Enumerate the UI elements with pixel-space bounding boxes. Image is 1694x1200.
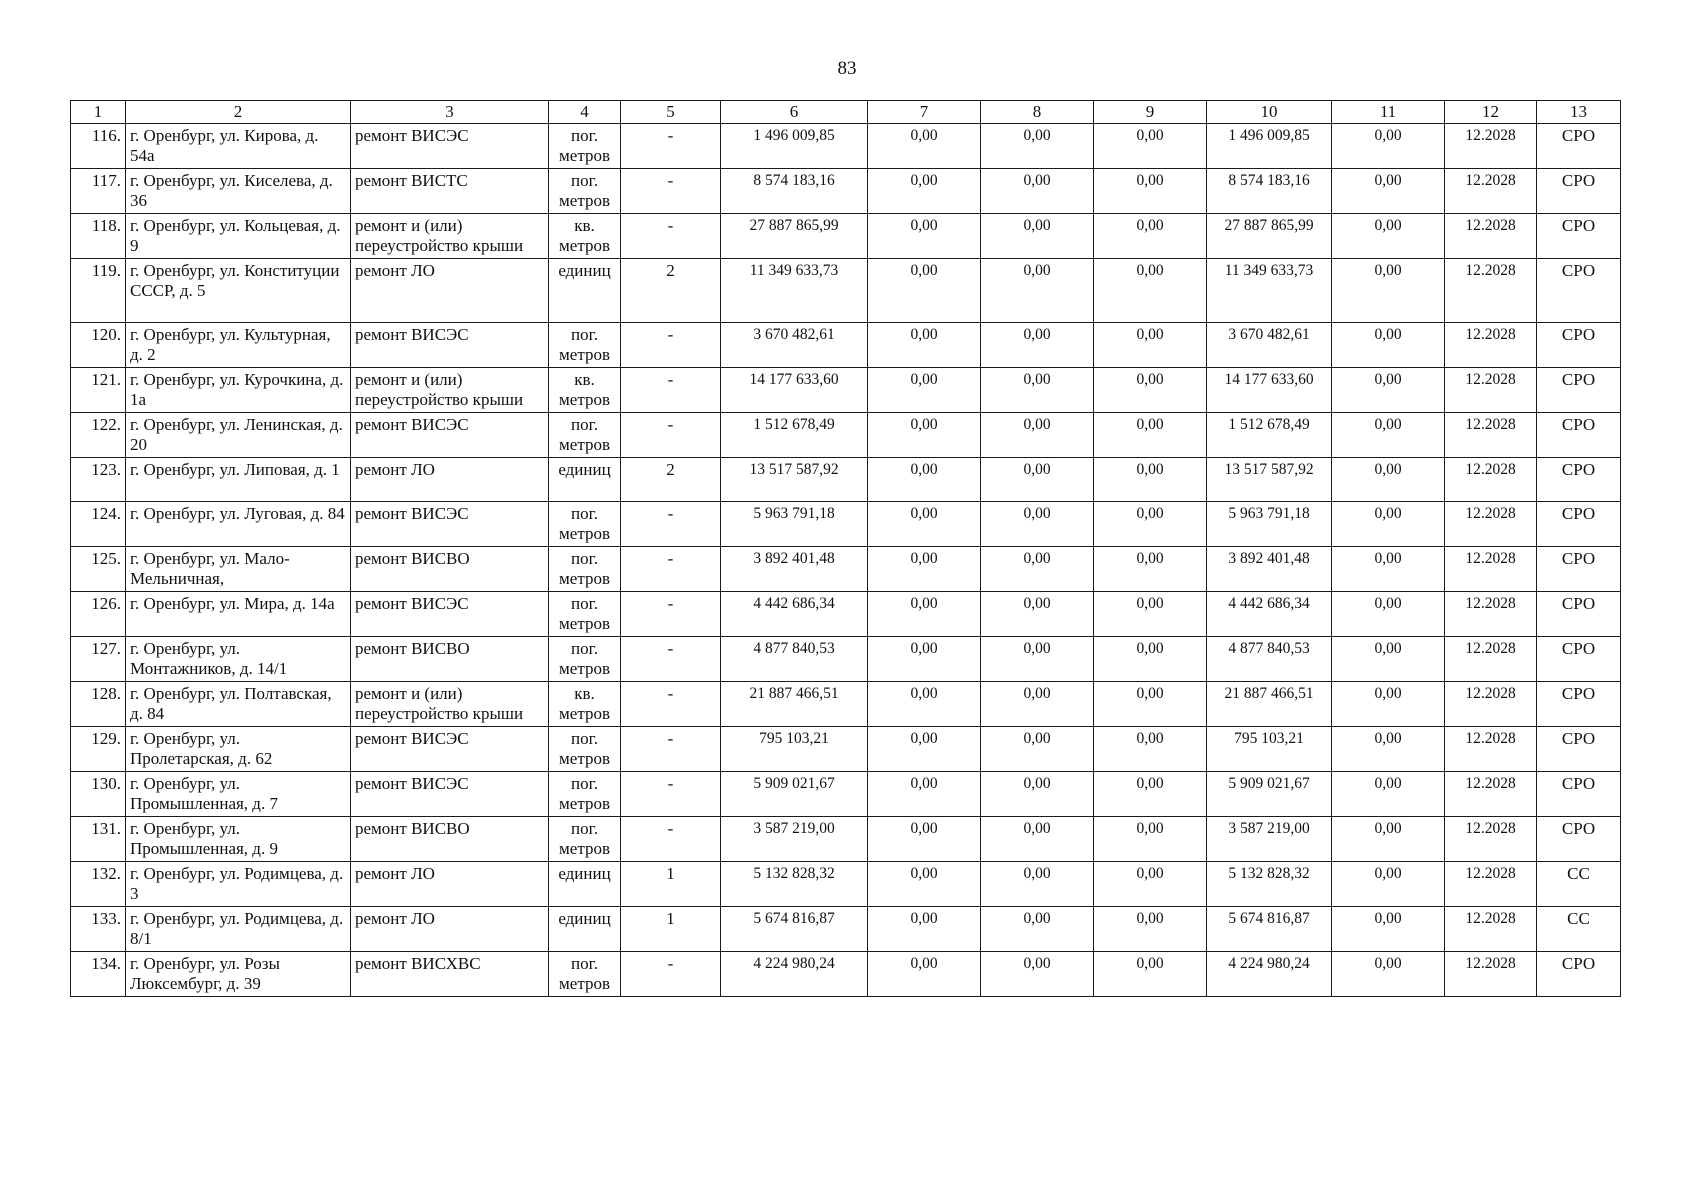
row-number: 124. xyxy=(71,502,126,547)
unit-cell: пог. метров xyxy=(549,637,621,682)
column-9-cell: 0,00 xyxy=(1094,862,1207,907)
funding-method-cell: СРО xyxy=(1537,502,1621,547)
column-9-cell: 0,00 xyxy=(1094,124,1207,169)
column-11-cell: 0,00 xyxy=(1332,547,1445,592)
column-8-cell: 0,00 xyxy=(981,259,1094,323)
column-7-cell: 0,00 xyxy=(868,817,981,862)
completion-date-cell: 12.2028 xyxy=(1445,169,1537,214)
unit-cell: пог. метров xyxy=(549,952,621,997)
row-number: 130. xyxy=(71,772,126,817)
quantity-cell: - xyxy=(621,592,721,637)
row-number: 133. xyxy=(71,907,126,952)
completion-date-cell: 12.2028 xyxy=(1445,124,1537,169)
table-row xyxy=(71,862,1621,907)
column-header-4: 4 xyxy=(549,101,621,124)
row-number: 121. xyxy=(71,368,126,413)
column-11-cell: 0,00 xyxy=(1332,637,1445,682)
column-header-3: 3 xyxy=(351,101,549,124)
completion-date-cell: 12.2028 xyxy=(1445,862,1537,907)
completion-date-cell: 12.2028 xyxy=(1445,458,1537,502)
quantity-cell: - xyxy=(621,502,721,547)
column-9-cell: 0,00 xyxy=(1094,169,1207,214)
column-10-cell: 5 132 828,32 xyxy=(1207,862,1332,907)
unit-cell: единиц xyxy=(549,907,621,952)
quantity-cell: 1 xyxy=(621,907,721,952)
column-header-8: 8 xyxy=(981,101,1094,124)
address-cell: г. Оренбург, ул. Липовая, д. 1 xyxy=(126,458,351,502)
column-9-cell: 0,00 xyxy=(1094,547,1207,592)
row-number: 125. xyxy=(71,547,126,592)
table-row xyxy=(71,952,1621,997)
completion-date-cell: 12.2028 xyxy=(1445,682,1537,727)
column-10-cell: 1 512 678,49 xyxy=(1207,413,1332,458)
column-8-cell: 0,00 xyxy=(981,502,1094,547)
quantity-cell: - xyxy=(621,637,721,682)
address-cell: г. Оренбург, ул. Родимцева, д. 3 xyxy=(126,862,351,907)
address-cell: г. Оренбург, ул. Конституции СССР, д. 5 xyxy=(126,259,351,323)
column-7-cell: 0,00 xyxy=(868,413,981,458)
column-10-cell: 14 177 633,60 xyxy=(1207,368,1332,413)
unit-cell: кв. метров xyxy=(549,214,621,259)
column-8-cell: 0,00 xyxy=(981,817,1094,862)
column-9-cell: 0,00 xyxy=(1094,323,1207,368)
column-8-cell: 0,00 xyxy=(981,592,1094,637)
column-7-cell: 0,00 xyxy=(868,259,981,323)
total-cost-cell: 3 670 482,61 xyxy=(721,323,868,368)
funding-method-cell: СРО xyxy=(1537,368,1621,413)
completion-date-cell: 12.2028 xyxy=(1445,727,1537,772)
funding-method-cell: СРО xyxy=(1537,547,1621,592)
total-cost-cell: 8 574 183,16 xyxy=(721,169,868,214)
funding-method-cell: СРО xyxy=(1537,637,1621,682)
address-cell: г. Оренбург, ул. Культурная, д. 2 xyxy=(126,323,351,368)
column-7-cell: 0,00 xyxy=(868,547,981,592)
address-cell: г. Оренбург, ул. Луговая, д. 84 xyxy=(126,502,351,547)
funding-method-cell: СРО xyxy=(1537,214,1621,259)
column-7-cell: 0,00 xyxy=(868,682,981,727)
row-number: 123. xyxy=(71,458,126,502)
column-header-5: 5 xyxy=(621,101,721,124)
column-8-cell: 0,00 xyxy=(981,323,1094,368)
total-cost-cell: 5 963 791,18 xyxy=(721,502,868,547)
funding-method-cell: СРО xyxy=(1537,458,1621,502)
row-number: 127. xyxy=(71,637,126,682)
column-header-11: 11 xyxy=(1332,101,1445,124)
column-11-cell: 0,00 xyxy=(1332,592,1445,637)
row-number: 117. xyxy=(71,169,126,214)
unit-cell: пог. метров xyxy=(549,323,621,368)
table-row xyxy=(71,458,1621,502)
quantity-cell: - xyxy=(621,817,721,862)
address-cell: г. Оренбург, ул. Розы Люксембург, д. 39 xyxy=(126,952,351,997)
total-cost-cell: 1 512 678,49 xyxy=(721,413,868,458)
address-cell: г. Оренбург, ул. Монтажников, д. 14/1 xyxy=(126,637,351,682)
quantity-cell: - xyxy=(621,368,721,413)
address-cell: г. Оренбург, ул. Мало-Мельничная, xyxy=(126,547,351,592)
completion-date-cell: 12.2028 xyxy=(1445,772,1537,817)
total-cost-cell: 1 496 009,85 xyxy=(721,124,868,169)
work-type-cell: ремонт ВИСЭС xyxy=(351,124,549,169)
total-cost-cell: 5 132 828,32 xyxy=(721,862,868,907)
unit-cell: пог. метров xyxy=(549,727,621,772)
funding-method-cell: СРО xyxy=(1537,952,1621,997)
column-11-cell: 0,00 xyxy=(1332,952,1445,997)
column-7-cell: 0,00 xyxy=(868,772,981,817)
column-11-cell: 0,00 xyxy=(1332,817,1445,862)
column-8-cell: 0,00 xyxy=(981,637,1094,682)
unit-cell: пог. метров xyxy=(549,413,621,458)
column-9-cell: 0,00 xyxy=(1094,772,1207,817)
funding-method-cell: СС xyxy=(1537,907,1621,952)
unit-cell: кв. метров xyxy=(549,368,621,413)
unit-cell: единиц xyxy=(549,259,621,323)
row-number: 119. xyxy=(71,259,126,323)
quantity-cell: - xyxy=(621,124,721,169)
column-9-cell: 0,00 xyxy=(1094,502,1207,547)
table-row xyxy=(71,772,1621,817)
work-type-cell: ремонт ВИСЭС xyxy=(351,772,549,817)
completion-date-cell: 12.2028 xyxy=(1445,592,1537,637)
completion-date-cell: 12.2028 xyxy=(1445,952,1537,997)
column-header-9: 9 xyxy=(1094,101,1207,124)
completion-date-cell: 12.2028 xyxy=(1445,502,1537,547)
total-cost-cell: 14 177 633,60 xyxy=(721,368,868,413)
column-9-cell: 0,00 xyxy=(1094,817,1207,862)
column-7-cell: 0,00 xyxy=(868,727,981,772)
column-8-cell: 0,00 xyxy=(981,458,1094,502)
column-9-cell: 0,00 xyxy=(1094,727,1207,772)
total-cost-cell: 795 103,21 xyxy=(721,727,868,772)
column-7-cell: 0,00 xyxy=(868,592,981,637)
column-8-cell: 0,00 xyxy=(981,727,1094,772)
column-10-cell: 4 442 686,34 xyxy=(1207,592,1332,637)
column-8-cell: 0,00 xyxy=(981,413,1094,458)
table-row xyxy=(71,259,1621,323)
column-8-cell: 0,00 xyxy=(981,169,1094,214)
total-cost-cell: 5 674 816,87 xyxy=(721,907,868,952)
column-header-7: 7 xyxy=(868,101,981,124)
row-number: 134. xyxy=(71,952,126,997)
total-cost-cell: 11 349 633,73 xyxy=(721,259,868,323)
work-type-cell: ремонт ЛО xyxy=(351,862,549,907)
column-header-1: 1 xyxy=(71,101,126,124)
completion-date-cell: 12.2028 xyxy=(1445,214,1537,259)
column-11-cell: 0,00 xyxy=(1332,862,1445,907)
row-number: 118. xyxy=(71,214,126,259)
column-7-cell: 0,00 xyxy=(868,368,981,413)
unit-cell: пог. метров xyxy=(549,547,621,592)
table-row xyxy=(71,323,1621,368)
column-9-cell: 0,00 xyxy=(1094,259,1207,323)
table-row xyxy=(71,907,1621,952)
column-header-2: 2 xyxy=(126,101,351,124)
work-type-cell: ремонт ЛО xyxy=(351,458,549,502)
quantity-cell: - xyxy=(621,772,721,817)
unit-cell: пог. метров xyxy=(549,592,621,637)
unit-cell: пог. метров xyxy=(549,817,621,862)
column-9-cell: 0,00 xyxy=(1094,368,1207,413)
funding-method-cell: СРО xyxy=(1537,413,1621,458)
funding-method-cell: СРО xyxy=(1537,727,1621,772)
unit-cell: пог. метров xyxy=(549,169,621,214)
column-11-cell: 0,00 xyxy=(1332,124,1445,169)
column-10-cell: 1 496 009,85 xyxy=(1207,124,1332,169)
address-cell: г. Оренбург, ул. Полтавская, д. 84 xyxy=(126,682,351,727)
address-cell: г. Оренбург, ул. Пролетарская, д. 62 xyxy=(126,727,351,772)
column-11-cell: 0,00 xyxy=(1332,323,1445,368)
column-7-cell: 0,00 xyxy=(868,952,981,997)
column-11-cell: 0,00 xyxy=(1332,413,1445,458)
work-type-cell: ремонт и (или) переустройство крыши xyxy=(351,682,549,727)
funding-method-cell: СС xyxy=(1537,862,1621,907)
table-row xyxy=(71,169,1621,214)
column-7-cell: 0,00 xyxy=(868,124,981,169)
work-type-cell: ремонт ВИСЭС xyxy=(351,502,549,547)
column-11-cell: 0,00 xyxy=(1332,368,1445,413)
row-number: 116. xyxy=(71,124,126,169)
header-row xyxy=(71,101,1621,124)
completion-date-cell: 12.2028 xyxy=(1445,547,1537,592)
funding-method-cell: СРО xyxy=(1537,817,1621,862)
row-number: 120. xyxy=(71,323,126,368)
row-number: 128. xyxy=(71,682,126,727)
total-cost-cell: 21 887 466,51 xyxy=(721,682,868,727)
completion-date-cell: 12.2028 xyxy=(1445,907,1537,952)
column-8-cell: 0,00 xyxy=(981,862,1094,907)
column-7-cell: 0,00 xyxy=(868,323,981,368)
total-cost-cell: 4 224 980,24 xyxy=(721,952,868,997)
total-cost-cell: 4 442 686,34 xyxy=(721,592,868,637)
column-7-cell: 0,00 xyxy=(868,907,981,952)
column-11-cell: 0,00 xyxy=(1332,727,1445,772)
column-header-13: 13 xyxy=(1537,101,1621,124)
table-row xyxy=(71,682,1621,727)
address-cell: г. Оренбург, ул. Киселева, д. 36 xyxy=(126,169,351,214)
column-7-cell: 0,00 xyxy=(868,169,981,214)
work-type-cell: ремонт ВИСВО xyxy=(351,637,549,682)
quantity-cell: - xyxy=(621,413,721,458)
column-10-cell: 8 574 183,16 xyxy=(1207,169,1332,214)
column-8-cell: 0,00 xyxy=(981,952,1094,997)
column-10-cell: 3 892 401,48 xyxy=(1207,547,1332,592)
total-cost-cell: 3 587 219,00 xyxy=(721,817,868,862)
row-number: 131. xyxy=(71,817,126,862)
total-cost-cell: 5 909 021,67 xyxy=(721,772,868,817)
work-type-cell: ремонт ЛО xyxy=(351,907,549,952)
completion-date-cell: 12.2028 xyxy=(1445,413,1537,458)
table-row xyxy=(71,368,1621,413)
table-row xyxy=(71,502,1621,547)
table-body xyxy=(71,124,1621,997)
column-11-cell: 0,00 xyxy=(1332,682,1445,727)
work-type-cell: ремонт и (или) переустройство крыши xyxy=(351,368,549,413)
column-10-cell: 795 103,21 xyxy=(1207,727,1332,772)
completion-date-cell: 12.2028 xyxy=(1445,637,1537,682)
funding-method-cell: СРО xyxy=(1537,169,1621,214)
column-8-cell: 0,00 xyxy=(981,682,1094,727)
quantity-cell: - xyxy=(621,727,721,772)
quantity-cell: 2 xyxy=(621,458,721,502)
completion-date-cell: 12.2028 xyxy=(1445,817,1537,862)
column-10-cell: 4 877 840,53 xyxy=(1207,637,1332,682)
completion-date-cell: 12.2028 xyxy=(1445,323,1537,368)
column-8-cell: 0,00 xyxy=(981,214,1094,259)
address-cell: г. Оренбург, ул. Родимцева, д. 8/1 xyxy=(126,907,351,952)
funding-method-cell: СРО xyxy=(1537,772,1621,817)
quantity-cell: - xyxy=(621,682,721,727)
column-9-cell: 0,00 xyxy=(1094,214,1207,259)
quantity-cell: - xyxy=(621,952,721,997)
unit-cell: пог. метров xyxy=(549,772,621,817)
row-number: 129. xyxy=(71,727,126,772)
quantity-cell: - xyxy=(621,547,721,592)
column-10-cell: 27 887 865,99 xyxy=(1207,214,1332,259)
column-10-cell: 5 674 816,87 xyxy=(1207,907,1332,952)
column-9-cell: 0,00 xyxy=(1094,907,1207,952)
address-cell: г. Оренбург, ул. Мира, д. 14а xyxy=(126,592,351,637)
table-row xyxy=(71,413,1621,458)
column-9-cell: 0,00 xyxy=(1094,458,1207,502)
row-number: 122. xyxy=(71,413,126,458)
funding-method-cell: СРО xyxy=(1537,682,1621,727)
quantity-cell: - xyxy=(621,214,721,259)
column-8-cell: 0,00 xyxy=(981,547,1094,592)
funding-method-cell: СРО xyxy=(1537,124,1621,169)
quantity-cell: 1 xyxy=(621,862,721,907)
work-type-cell: ремонт ВИСТС xyxy=(351,169,549,214)
column-8-cell: 0,00 xyxy=(981,772,1094,817)
row-number: 126. xyxy=(71,592,126,637)
column-8-cell: 0,00 xyxy=(981,907,1094,952)
unit-cell: единиц xyxy=(549,458,621,502)
column-9-cell: 0,00 xyxy=(1094,413,1207,458)
column-10-cell: 3 587 219,00 xyxy=(1207,817,1332,862)
column-11-cell: 0,00 xyxy=(1332,458,1445,502)
row-number: 132. xyxy=(71,862,126,907)
column-11-cell: 0,00 xyxy=(1332,259,1445,323)
address-cell: г. Оренбург, ул. Курочкина, д. 1а xyxy=(126,368,351,413)
work-type-cell: ремонт ВИСЭС xyxy=(351,592,549,637)
column-7-cell: 0,00 xyxy=(868,502,981,547)
table-row xyxy=(71,637,1621,682)
column-9-cell: 0,00 xyxy=(1094,952,1207,997)
table-row xyxy=(71,547,1621,592)
table-row xyxy=(71,727,1621,772)
total-cost-cell: 27 887 865,99 xyxy=(721,214,868,259)
table-row xyxy=(71,214,1621,259)
table-row xyxy=(71,592,1621,637)
column-8-cell: 0,00 xyxy=(981,124,1094,169)
work-type-cell: ремонт ВИСВО xyxy=(351,547,549,592)
column-10-cell: 5 963 791,18 xyxy=(1207,502,1332,547)
work-type-cell: ремонт ВИСЭС xyxy=(351,323,549,368)
quantity-cell: 2 xyxy=(621,259,721,323)
column-9-cell: 0,00 xyxy=(1094,592,1207,637)
unit-cell: кв. метров xyxy=(549,682,621,727)
repair-register-table xyxy=(70,100,1621,997)
work-type-cell: ремонт ВИСЭС xyxy=(351,727,549,772)
column-10-cell: 5 909 021,67 xyxy=(1207,772,1332,817)
work-type-cell: ремонт ВИСХВС xyxy=(351,952,549,997)
column-11-cell: 0,00 xyxy=(1332,169,1445,214)
work-type-cell: ремонт ЛО xyxy=(351,259,549,323)
column-10-cell: 11 349 633,73 xyxy=(1207,259,1332,323)
unit-cell: пог. метров xyxy=(549,124,621,169)
column-11-cell: 0,00 xyxy=(1332,907,1445,952)
address-cell: г. Оренбург, ул. Промышленная, д. 7 xyxy=(126,772,351,817)
column-9-cell: 0,00 xyxy=(1094,637,1207,682)
unit-cell: пог. метров xyxy=(549,502,621,547)
completion-date-cell: 12.2028 xyxy=(1445,259,1537,323)
address-cell: г. Оренбург, ул. Кирова, д. 54а xyxy=(126,124,351,169)
address-cell: г. Оренбург, ул. Промышленная, д. 9 xyxy=(126,817,351,862)
funding-method-cell: СРО xyxy=(1537,592,1621,637)
column-11-cell: 0,00 xyxy=(1332,214,1445,259)
address-cell: г. Оренбург, ул. Кольцевая, д. 9 xyxy=(126,214,351,259)
column-11-cell: 0,00 xyxy=(1332,502,1445,547)
column-10-cell: 3 670 482,61 xyxy=(1207,323,1332,368)
column-header-6: 6 xyxy=(721,101,868,124)
column-10-cell: 4 224 980,24 xyxy=(1207,952,1332,997)
table-row xyxy=(71,817,1621,862)
address-cell: г. Оренбург, ул. Ленинская, д. 20 xyxy=(126,413,351,458)
work-type-cell: ремонт ВИСЭС xyxy=(351,413,549,458)
column-8-cell: 0,00 xyxy=(981,368,1094,413)
column-7-cell: 0,00 xyxy=(868,214,981,259)
column-header-12: 12 xyxy=(1445,101,1537,124)
total-cost-cell: 3 892 401,48 xyxy=(721,547,868,592)
column-10-cell: 21 887 466,51 xyxy=(1207,682,1332,727)
total-cost-cell: 4 877 840,53 xyxy=(721,637,868,682)
column-11-cell: 0,00 xyxy=(1332,772,1445,817)
column-7-cell: 0,00 xyxy=(868,862,981,907)
quantity-cell: - xyxy=(621,323,721,368)
funding-method-cell: СРО xyxy=(1537,323,1621,368)
column-7-cell: 0,00 xyxy=(868,637,981,682)
total-cost-cell: 13 517 587,92 xyxy=(721,458,868,502)
page-number: 83 xyxy=(837,58,857,79)
funding-method-cell: СРО xyxy=(1537,259,1621,323)
column-7-cell: 0,00 xyxy=(868,458,981,502)
quantity-cell: - xyxy=(621,169,721,214)
work-type-cell: ремонт ВИСВО xyxy=(351,817,549,862)
unit-cell: единиц xyxy=(549,862,621,907)
column-10-cell: 13 517 587,92 xyxy=(1207,458,1332,502)
table-row xyxy=(71,124,1621,169)
completion-date-cell: 12.2028 xyxy=(1445,368,1537,413)
column-header-10: 10 xyxy=(1207,101,1332,124)
column-9-cell: 0,00 xyxy=(1094,682,1207,727)
work-type-cell: ремонт и (или) переустройство крыши xyxy=(351,214,549,259)
